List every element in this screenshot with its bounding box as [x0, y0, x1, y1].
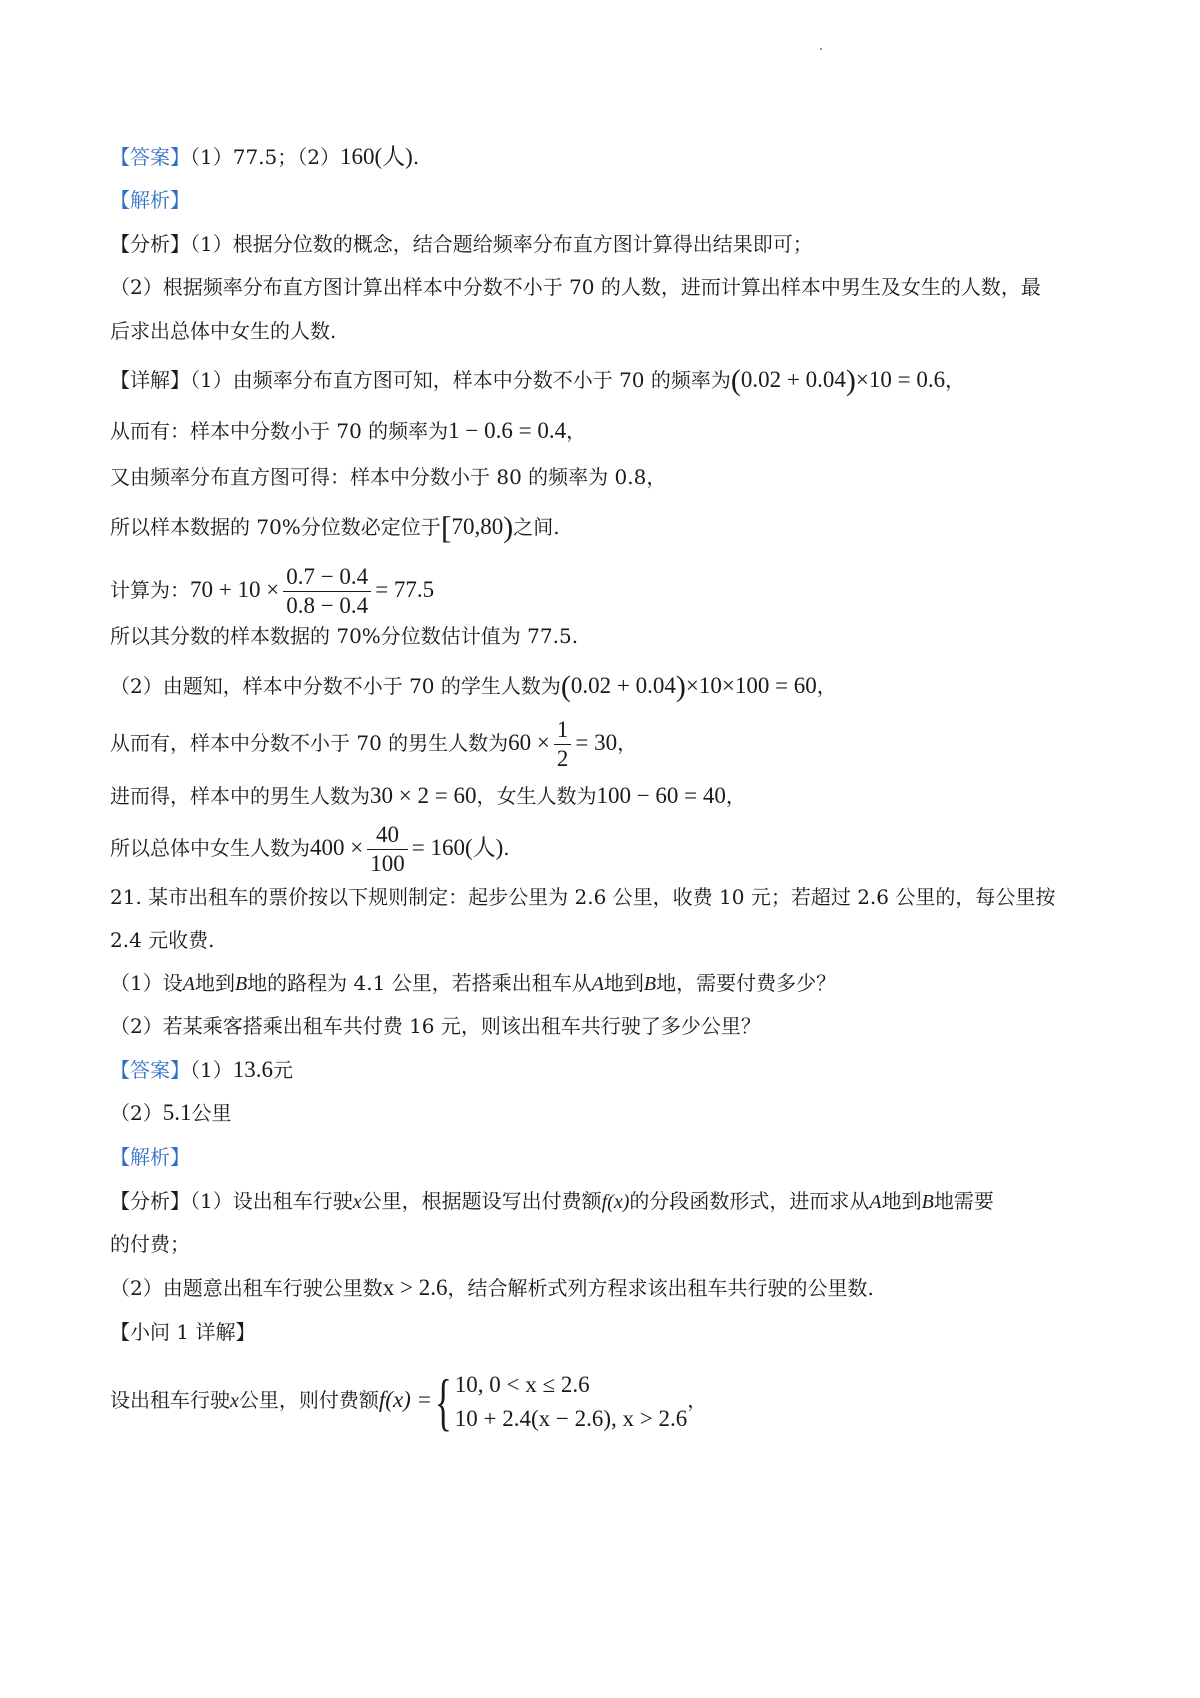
detail-math-5b: = 77.5: [375, 577, 435, 602]
var-B: B: [921, 1191, 934, 1213]
left-brace: {: [434, 1365, 452, 1437]
detail-mid-9: ，女生人数为: [476, 784, 597, 808]
detail-text-9: 进而得，样本中的男生人数为: [110, 784, 370, 808]
right-paren: ): [675, 670, 686, 703]
detail-text-2: 从而有：样本中分数小于 70 的频率为: [110, 419, 449, 443]
var-A: A: [869, 1191, 882, 1213]
fraction: [367, 821, 408, 878]
right-paren: ): [845, 364, 856, 397]
detail-math-7: 0.02 + 0.04: [570, 673, 676, 698]
q21-p2-text: （2）若某乘客搭乘出租车共付费 16 元，则该出租车共行驶了多少公里？: [110, 1014, 761, 1038]
answer-text: （1）: [190, 1058, 233, 1082]
fenxi-line-3: [110, 317, 336, 345]
detail-line-1: [110, 366, 965, 395]
page-dot: [820, 48, 822, 50]
fenxi-text-2b: 后求出总体中女生的人数.: [110, 319, 337, 343]
final-text: 公里，则付费额: [238, 1388, 379, 1412]
var-fx: f(x): [601, 1191, 630, 1213]
left-paren: (: [730, 364, 741, 397]
detail-math-7b: ×10×100 = 60: [685, 673, 817, 698]
fenxi-line-2: [110, 273, 1041, 301]
detail-math-4: 70,80: [451, 514, 504, 539]
detail-line-7: [110, 672, 837, 701]
fenxi-text: 地到: [881, 1189, 922, 1213]
detail-end-4: 之间.: [513, 515, 560, 539]
answer-tag: 【答案】: [110, 1058, 190, 1082]
fenxi2-line-1: [110, 1187, 994, 1216]
fraction-denominator: 2: [554, 744, 572, 773]
detail-math-2: 1 − 0.6 = 0.4: [448, 418, 567, 443]
left-paren: (: [560, 670, 571, 703]
fraction-numerator: 0.7 − 0.4: [286, 564, 369, 589]
analysis-tag: 【解析】: [110, 1145, 190, 1169]
detail-text-8: 从而有，样本中分数不小于 70 的男生人数为: [110, 731, 509, 755]
fenxi2-line-3: [110, 1274, 874, 1302]
final-end: ，: [687, 1388, 708, 1412]
var-A: A: [591, 973, 604, 995]
answer-text: （2）: [110, 1101, 163, 1125]
detail-end-8: ，: [617, 731, 638, 755]
q21-stem-line-2: [110, 926, 215, 954]
fenxi-math: x > 2.6: [382, 1275, 448, 1300]
detail-text-4: 所以样本数据的 70%分位数必定位于: [110, 515, 441, 539]
fraction-denominator: 100: [367, 849, 408, 878]
detail-line-8: [110, 713, 637, 773]
detail-unit-10: (人): [464, 835, 504, 860]
fenxi-text-1: （1）根据分位数的概念，结合题给频率分布直方图计算得出结果即可；: [190, 232, 813, 256]
detail-line-10: [110, 818, 510, 878]
fraction-numerator: 40: [375, 822, 399, 847]
answer-unit: 元: [272, 1058, 293, 1082]
answer-end: .: [412, 145, 420, 169]
fenxi-text: 公里，根据题设写出付费额: [361, 1189, 602, 1213]
q21-p1-text: 地到: [194, 971, 235, 995]
fenxi-tag: 【分析】: [110, 1189, 190, 1213]
var-B: B: [643, 973, 657, 995]
piecewise-cases: [455, 1368, 687, 1436]
q21-p1-text: 地，需要付费多少？: [656, 971, 837, 995]
answer-text: （1）77.5；（2）: [190, 145, 340, 169]
fraction: [283, 563, 371, 620]
analysis-tag: 【解析】: [110, 188, 190, 212]
answer-unit: (人): [374, 144, 413, 169]
q21-part-1: [110, 969, 836, 998]
analysis-heading-q20: [110, 186, 190, 214]
detail-line-5: [110, 560, 434, 620]
detail-end-9: ，: [725, 784, 746, 808]
fenxi-tag: 【分析】: [110, 232, 190, 256]
detail-math-1: 0.02 + 0.04: [740, 367, 846, 392]
var-B: B: [234, 973, 248, 995]
detail-math-9: 30 × 2 = 60: [370, 783, 477, 808]
detail-text-1: （1）由频率分布直方图可知，样本中分数不小于 70 的频率为: [190, 368, 731, 392]
sub-heading-q1: [110, 1318, 255, 1346]
left-bracket: [: [440, 509, 452, 545]
detail-math-8b: = 30: [575, 730, 618, 755]
fenxi-text: 的付费；: [110, 1232, 190, 1256]
detail-text-3: 又由频率分布直方图可得：样本中分数小于 80 的频率为 0.8，: [110, 465, 667, 489]
detail-end-7: ，: [816, 674, 837, 698]
answer-tag: 【答案】: [110, 145, 190, 169]
detail-text-5: 计算为：: [110, 578, 190, 602]
detail-text-6: 所以其分数的样本数据的 70%分位数估计值为 77.5.: [110, 624, 579, 648]
case-2: 10 + 2.4(x − 2.6), x > 2.6: [454, 1405, 688, 1431]
fenxi-text: 地需要: [933, 1189, 994, 1213]
answer-unit: 公里: [191, 1101, 232, 1125]
detail-end-10: .: [503, 836, 510, 860]
answer-line-q21-1: [110, 1056, 293, 1084]
detail-math-10: 400 ×: [310, 835, 364, 860]
q21-stem-line-1: [110, 883, 1055, 911]
fraction: [554, 716, 572, 773]
final-line: [110, 1364, 707, 1437]
detail-line-2: [110, 417, 586, 445]
case-1: 10, 0 < x ≤ 2.6: [454, 1371, 590, 1397]
q21-part-2: [110, 1012, 761, 1040]
right-paren: ): [503, 511, 514, 544]
detail-end-2: ，: [566, 419, 587, 443]
fenxi-text: （1）设出租车行驶: [190, 1189, 353, 1213]
fenxi-line-1: [110, 230, 813, 258]
detail-math-5: 70 + 10 ×: [190, 577, 280, 602]
function-fx: f(x) =: [378, 1387, 433, 1412]
detail-line-6: [110, 622, 578, 650]
fraction-numerator: 1: [556, 717, 569, 742]
q21-p1-text: 地的路程为 4.1 公里，若搭乘出租车从: [247, 971, 592, 995]
answer-line-q21-2: [110, 1099, 231, 1127]
var-x: x: [352, 1191, 362, 1213]
detail-math-10b: = 160: [411, 835, 465, 860]
analysis-heading-q21: [110, 1143, 190, 1171]
detail-math-8: 60 ×: [508, 730, 550, 755]
var-A: A: [182, 973, 195, 995]
detail-line-9: [110, 782, 746, 810]
fenxi-text: 的分段函数形式，进而求从: [629, 1189, 870, 1213]
q21-p1-text: 地到: [603, 971, 644, 995]
detail-tag: 【详解】: [110, 368, 190, 392]
detail-math-1b: ×10 = 0.6: [855, 367, 946, 392]
fenxi-text-2a: （2）根据频率分布直方图计算出样本中分数不小于 70 的人数，进而计算出样本中男生及女生的人数，最: [110, 275, 1041, 299]
final-text: 设出租车行驶: [110, 1388, 230, 1412]
detail-line-4: [110, 509, 560, 545]
detail-math-9b: 100 − 60 = 40: [596, 783, 726, 808]
answer-math: 13.6: [232, 1057, 273, 1082]
answer-math: 5.1: [162, 1100, 192, 1125]
var-x: x: [230, 1390, 239, 1412]
detail-text-10: 所以总体中女生人数为: [110, 836, 310, 860]
q21-p1-text: （1）设: [110, 971, 183, 995]
fraction-denominator: 0.8 − 0.4: [283, 591, 371, 620]
q21-stem-2: 2.4 元收费.: [110, 928, 215, 952]
detail-text-7: （2）由题知，样本中分数不小于 70 的学生人数为: [110, 674, 561, 698]
fenxi-text: （2）由题意出租车行驶公里数: [110, 1276, 383, 1300]
sub-tag: 【小问 1 详解】: [110, 1320, 256, 1344]
detail-line-3: [110, 463, 666, 491]
fenxi2-line-2: [110, 1230, 190, 1258]
fenxi-text: ，结合解析式列方程求该出租车共行驶的公里数.: [447, 1276, 874, 1300]
answer-line-q20: [110, 143, 419, 171]
q21-stem-1: 21. 某市出租车的票价按以下规则制定：起步公里为 2.6 公里，收费 10 元；若超过 2.6 公里的，每公里按: [110, 885, 1056, 909]
detail-end-1: ，: [945, 368, 966, 392]
answer-math: 160: [339, 144, 375, 169]
